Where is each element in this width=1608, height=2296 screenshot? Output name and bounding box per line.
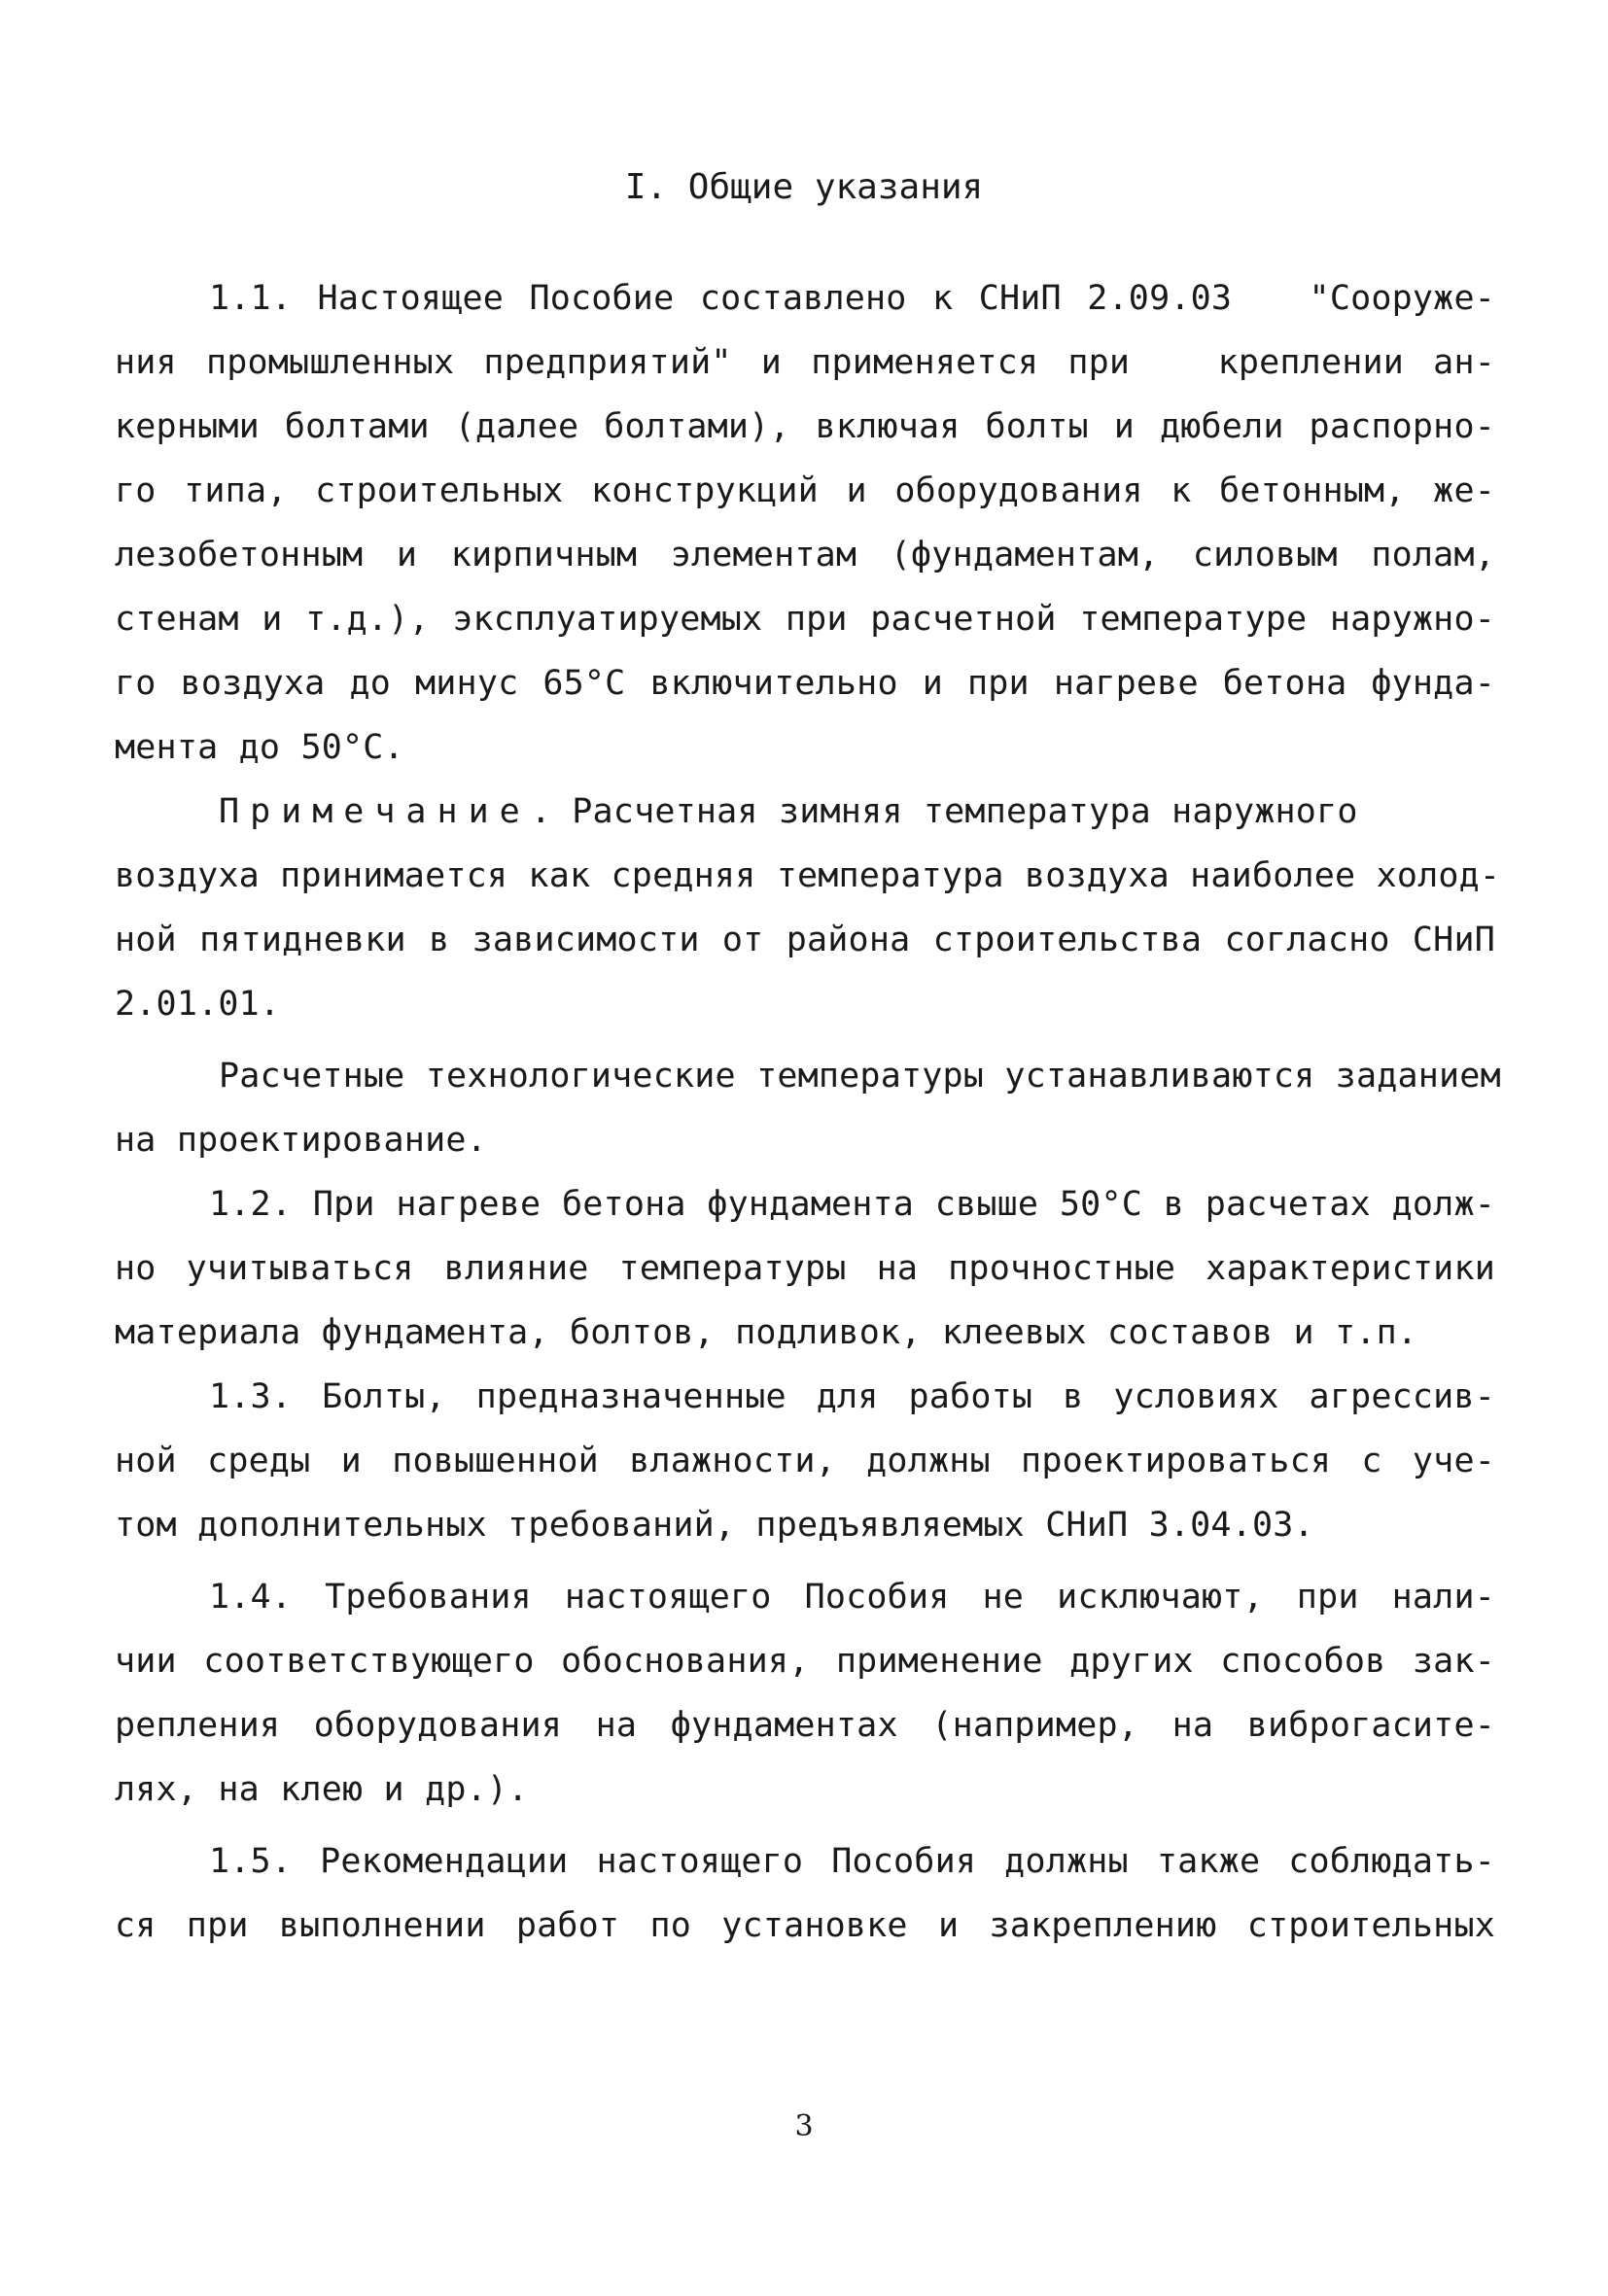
paragraph-1-1-line-3: керными болтами (далее болтами), включая болты и дюбели распорно- [115, 407, 1495, 446]
note-line-1 [219, 792, 1495, 831]
note-line-2: воздуха принимается как средняя температура воздуха наиболее холод- [115, 856, 1501, 895]
tech-temp-line-1: Расчетные технологические температуры устанавливаются заданием [219, 1057, 1501, 1096]
paragraph-1-1-line-8: мента до 50°С. [115, 728, 404, 767]
paragraph-1-5-line-1: 1.5. Рекомендации настоящего Пособия должны также соблюдать- [209, 1842, 1495, 1881]
paragraph-1-3-line-3: том дополнительных требований, предъявляемых СНиП 3.04.03. [115, 1506, 1314, 1545]
paragraph-1-1-line-5: лезобетонным и кирпичным элементам (фундаментам, силовым полам, [115, 536, 1495, 574]
paragraph-1-1-line-6: стенам и т.д.), эксплуатируемых при расчетной температуре наружно- [115, 600, 1495, 639]
paragraph-1-1-line-7: го воздуха до минус 65°С включительно и при нагреве бетона фунда- [115, 664, 1495, 703]
note-text: . Расчетная зимняя температура наружного [530, 792, 1358, 831]
note-label: Примечание [219, 792, 531, 831]
note-line-3: ной пятидневки в зависимости от района строительства согласно СНиП [115, 921, 1495, 959]
tech-temp-line-2: на проектирование. [115, 1121, 487, 1160]
paragraph-1-5-line-2: ся при выполнении работ по установке и закреплению строительных [115, 1906, 1495, 1945]
paragraph-1-1-line-1: 1.1. Настоящее Пособие составлено к СНиП 2.09.03 "Сооруже- [209, 279, 1495, 318]
paragraph-1-1-line-4: го типа, строительных конструкций и оборудования к бетонным, же- [115, 471, 1495, 510]
paragraph-1-2-line-1: 1.2. При нагреве бетона фундамента свыше 50°С в расчетах долж- [209, 1185, 1495, 1224]
paragraph-1-3-line-2: ной среды и повышенной влажности, должны проектироваться с уче- [115, 1442, 1495, 1480]
paragraph-1-4-line-2: чии соответствующего обоснования, применение других способов зак- [115, 1642, 1495, 1681]
paragraph-1-4-line-3: репления оборудования на фундаментах (например, на виброгасите- [115, 1706, 1495, 1745]
section-heading: I. Общие указания [624, 167, 984, 207]
paragraph-1-3-line-1: 1.3. Болты, предназначенные для работы в условиях агрессив- [209, 1377, 1495, 1416]
paragraph-1-4-line-4: лях, на клею и др.). [115, 1770, 529, 1809]
paragraph-1-2-line-3: материала фундамента, болтов, подливок, клеевых составов и т.п. [115, 1313, 1418, 1352]
paragraph-1-1-line-2: ния промышленных предприятий" и применяется при креплении ан- [115, 343, 1495, 382]
page-number: 3 [794, 2109, 814, 2143]
note-line-4: 2.01.01. [115, 985, 281, 1024]
paragraph-1-4-line-1: 1.4. Требования настоящего Пособия не исключают, при нали- [209, 1578, 1495, 1617]
paragraph-1-2-line-2: но учитываться влияние температуры на прочностные характеристики [115, 1249, 1495, 1288]
